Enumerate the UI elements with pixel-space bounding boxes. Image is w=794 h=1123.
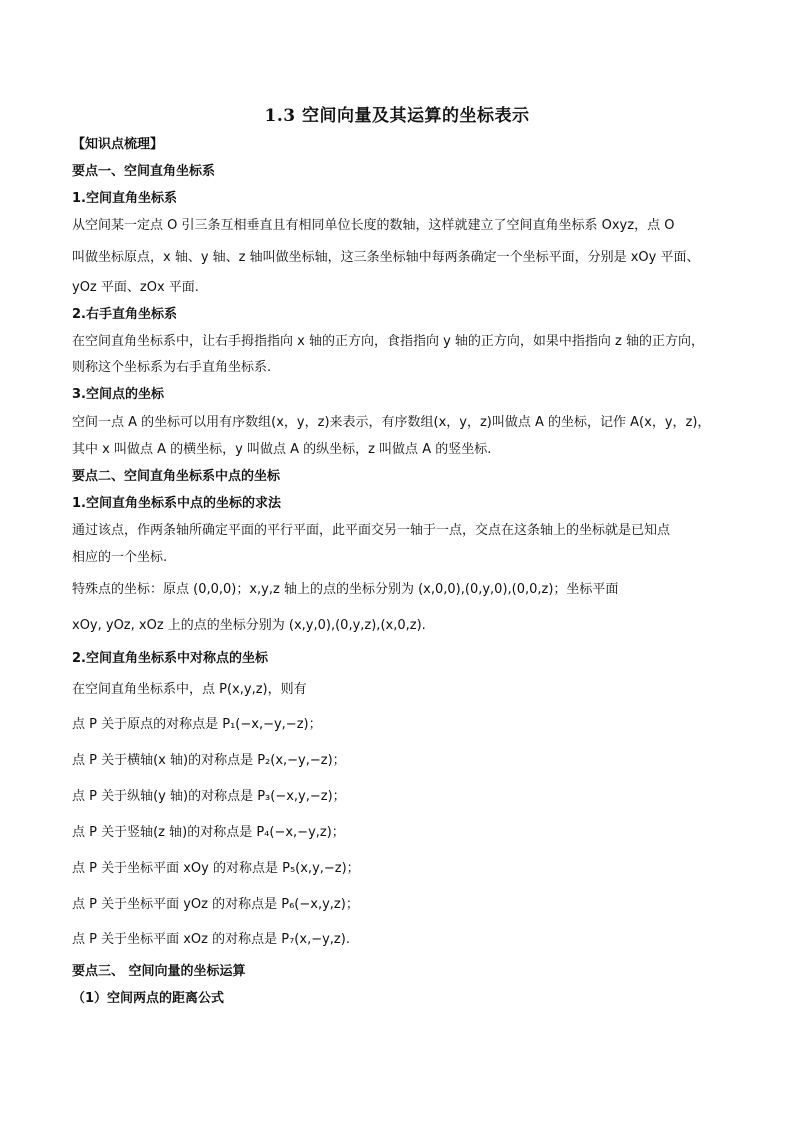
paragraph-line: 则称这个坐标系为右手直角坐标系. [72,360,272,375]
paragraph-line: 其中 x 叫做点 A 的横坐标，y 叫做点 A 的纵坐标，z 叫做点 A 的竖坐标. [72,442,492,457]
section-1-heading: 要点一、空间直角坐标系 [72,164,216,179]
paragraph-line: xOy, yOz, xOz 上的点的坐标分别为 (x,y,0),(0,y,z),(x,0,z). [72,618,426,633]
symmetry-item: 点 P 关于纵轴(y 轴)的对称点是 P₃(−x,y,−z)； [72,789,346,804]
paragraph-line: 在空间直角坐标系中，点 P(x,y,z)，则有 [72,682,307,697]
symmetry-item: 点 P 关于坐标平面 yOz 的对称点是 P₆(−x,y,z)； [72,897,359,912]
symmetry-item: 点 P 关于原点的对称点是 P₁(−x,−y,−z)； [72,717,322,732]
paragraph-line: 空间一点 A 的坐标可以用有序数组(x，y，z)来表示，有序数组(x，y，z)叫做点 A 的坐标，记作 A(x，y，z)， [72,415,711,430]
subsection-2-2-heading: 2.空间直角坐标系中对称点的坐标 [72,651,268,666]
subsection-1-1-heading: 1.空间直角坐标系 [72,191,177,206]
symmetry-item: 点 P 关于坐标平面 xOz 的对称点是 P₇(x,−y,z). [72,932,350,947]
paragraph-line: 通过该点，作两条轴所确定平面的平行平面，此平面交另一轴于一点，交点在这条轴上的坐标就是已知点 [72,523,671,538]
section-2-heading: 要点二、空间直角坐标系中点的坐标 [72,469,281,484]
subsection-1-3-heading: 3.空间点的坐标 [72,387,164,402]
subsection-3-1-heading: （1）空间两点的距离公式 [72,991,225,1006]
symmetry-item: 点 P 关于横轴(x 轴)的对称点是 P₂(x,−y,−z)； [72,753,346,768]
paragraph-line: 特殊点的坐标：原点 (0,0,0)；x,y,z 轴上的点的坐标分别为 (x,0,0),(0,y,0),(0,0,z)；坐标平面 [72,582,619,597]
paragraph-line: 在空间直角坐标系中，让右手拇指指向 x 轴的正方向，食指指向 y 轴的正方向，如果中指指向 z 轴的正方向， [72,334,705,349]
symmetry-item: 点 P 关于竖轴(z 轴)的对称点是 P₄(−x,−y,z)； [72,825,345,840]
page-title: 1.3 空间向量及其运算的坐标表示 [264,106,530,126]
subsection-2-1-heading: 1.空间直角坐标系中点的坐标的求法 [72,496,281,511]
paragraph-line: 从空间某一定点 O 引三条互相垂直且有相同单位长度的数轴，这样就建立了空间直角坐标系 Oxyz，点 O [72,218,675,233]
knowledge-heading: 【知识点梳理】 [72,137,164,152]
symmetry-item: 点 P 关于坐标平面 xOy 的对称点是 P₅(x,y,−z)； [72,861,360,876]
section-3-heading: 要点三、 空间向量的坐标运算 [72,964,246,979]
paragraph-line: yOz 平面、zOx 平面. [72,280,199,295]
paragraph-line: 相应的一个坐标. [72,550,168,565]
paragraph-line: 叫做坐标原点，x 轴、y 轴、z 轴叫做坐标轴，这三条坐标轴中每两条确定一个坐标平面，分别是 xOy 平面、 [72,250,700,265]
subsection-1-2-heading: 2.右手直角坐标系 [72,307,177,322]
